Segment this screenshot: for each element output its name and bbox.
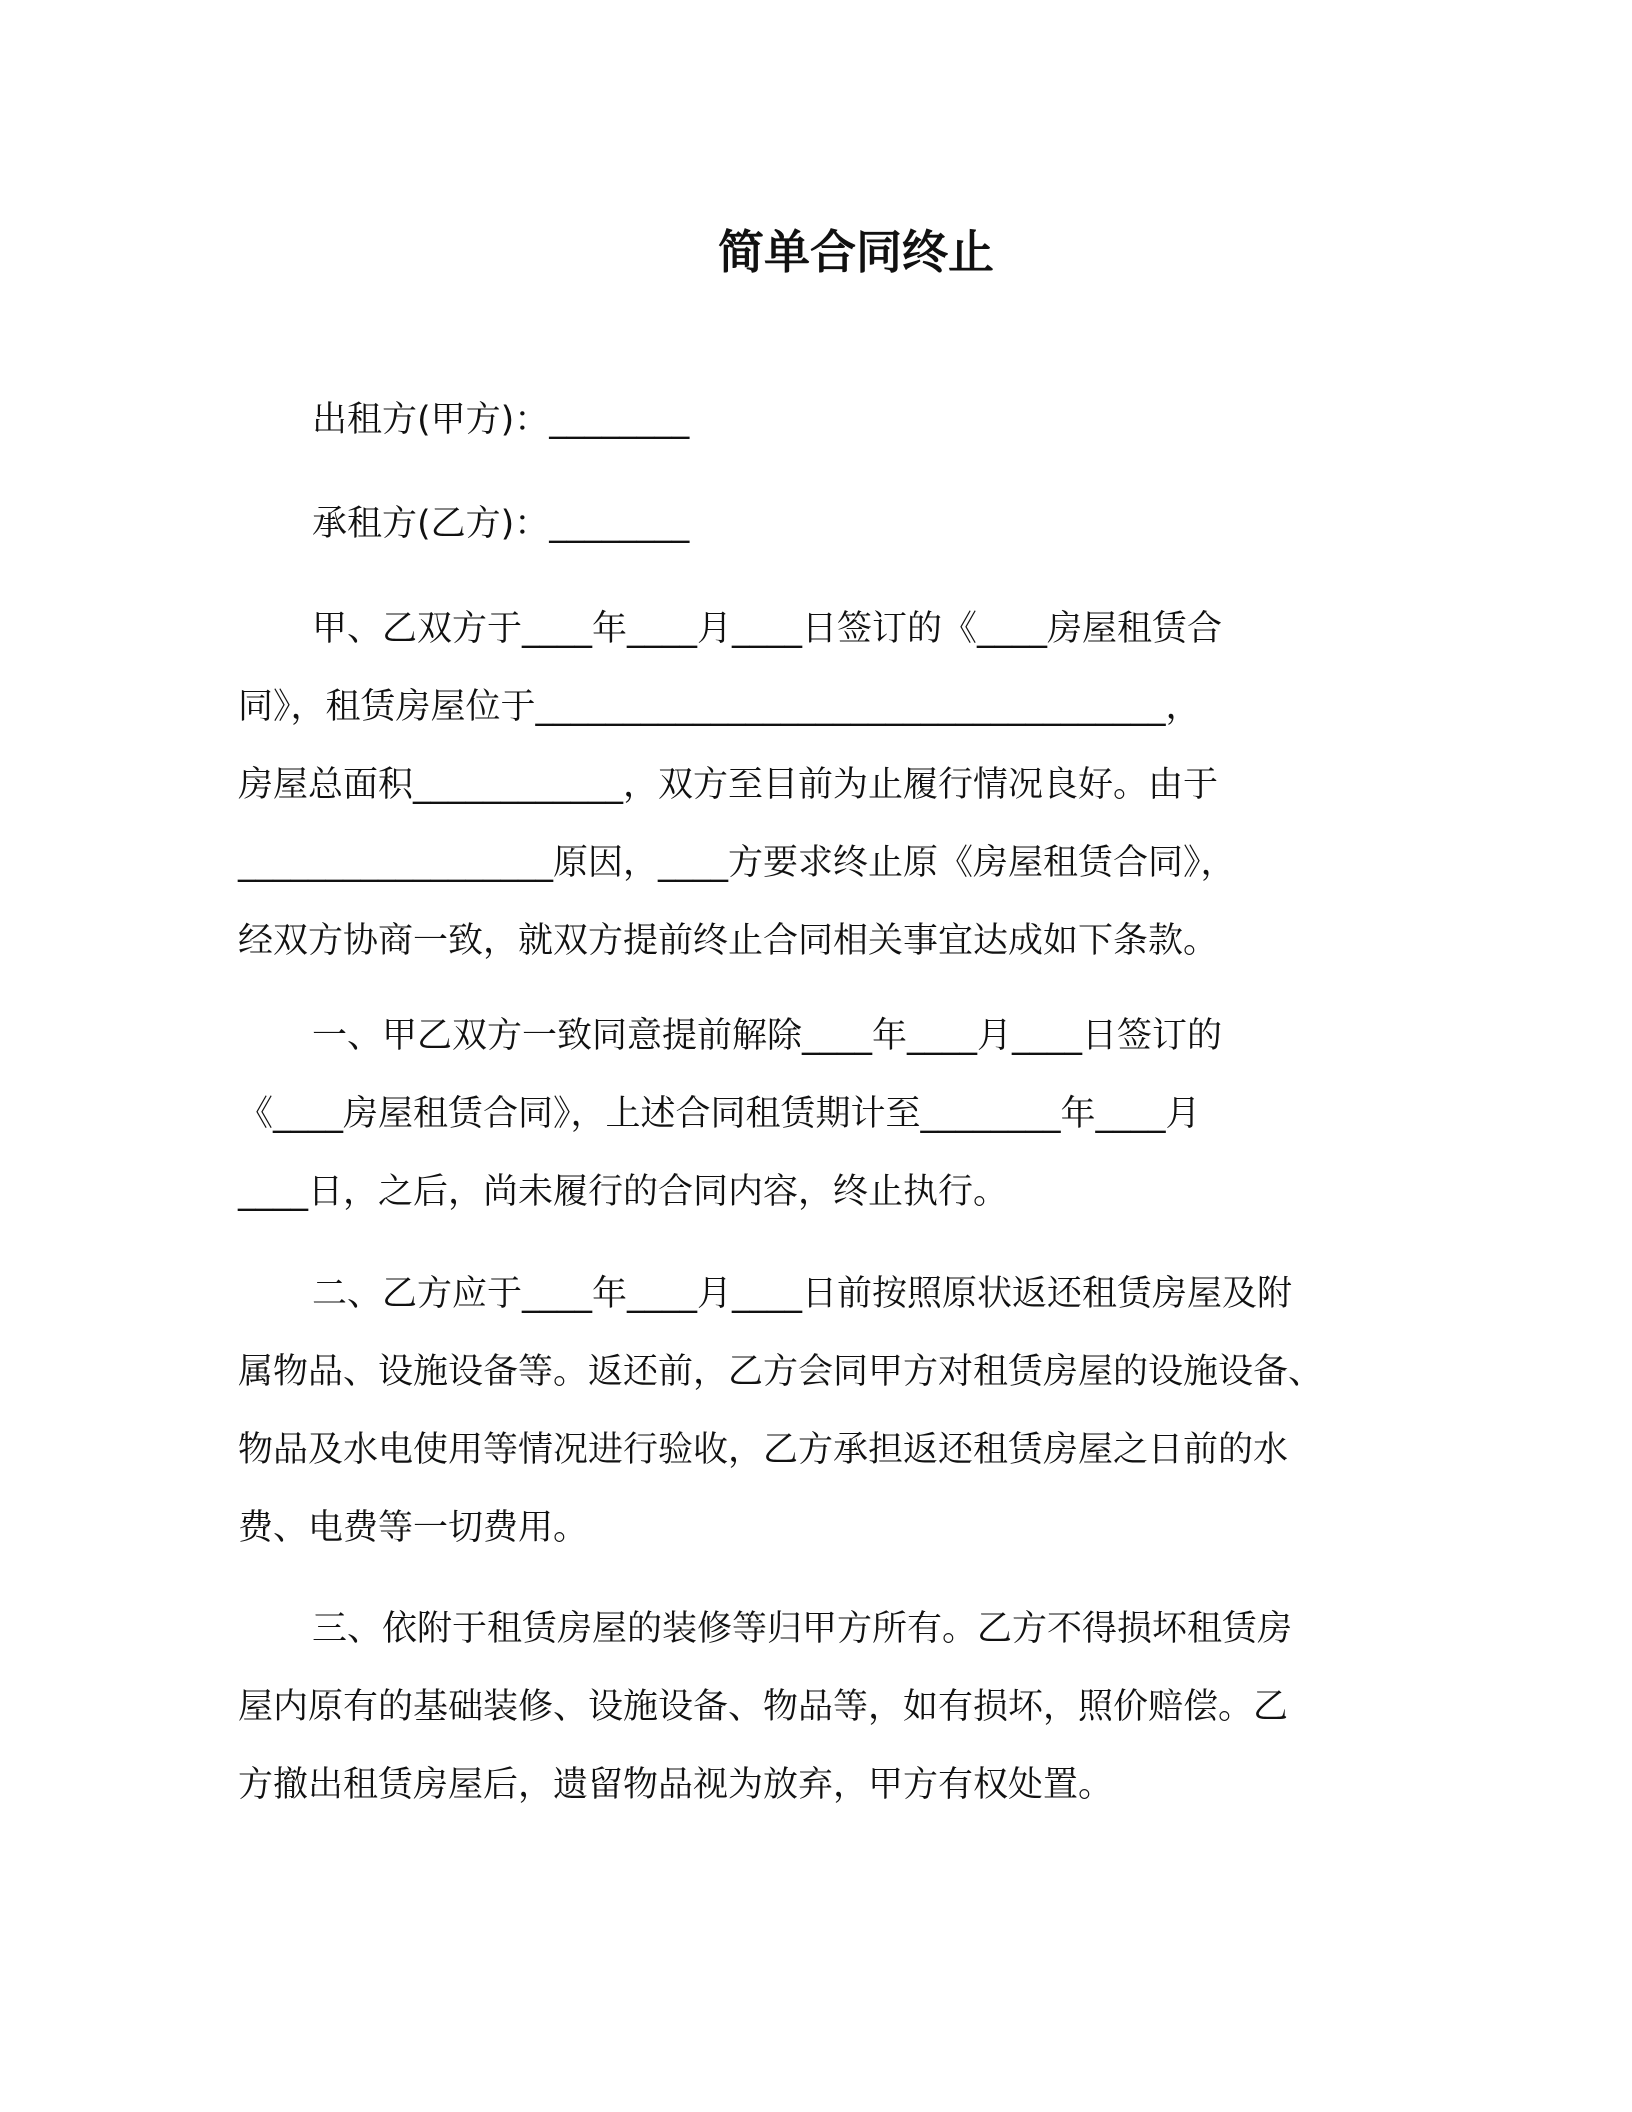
lessee-field: 承租方(乙方)：________	[312, 504, 690, 544]
paragraph-line: ____日，之后，尚未履行的合同内容，终止执行。	[238, 1172, 1009, 1212]
paragraph-line: 费、电费等一切费用。	[238, 1508, 589, 1548]
paragraph-line: 属物品、设施设备等。返还前，乙方会同甲方对租赁房屋的设施设备、	[238, 1352, 1324, 1392]
clause-2-paragraph	[238, 1255, 1438, 1567]
document-title: 简单合同终止	[718, 225, 994, 279]
clause-1-paragraph	[238, 997, 1438, 1231]
paragraph-line: 三、依附于租赁房屋的装修等归甲方所有。乙方不得损坏租赁房	[312, 1609, 1293, 1649]
paragraph-line: __________________原因，____方要求终止原《房屋租赁合同》，	[238, 843, 1236, 883]
paragraph-line: 屋内原有的基础装修、设施设备、物品等，如有损坏，照价赔偿。乙	[238, 1687, 1289, 1727]
paragraph-line: 房屋总面积____________，双方至目前为止履行情况良好。由于	[238, 765, 1219, 805]
clause-3-paragraph	[238, 1590, 1438, 1824]
intro-paragraph	[238, 590, 1438, 980]
paragraph-line: 一、甲乙双方一致同意提前解除____年____月____日签订的	[312, 1016, 1223, 1056]
paragraph-line: 同》，租赁房屋位于____________________________________，	[238, 687, 1201, 727]
paragraph-line: 二、乙方应于____年____月____日前按照原状返还租赁房屋及附	[312, 1274, 1293, 1314]
lessor-field: 出租方(甲方)：________	[312, 400, 690, 440]
paragraph-line: 甲、乙双方于____年____月____日签订的《____房屋租赁合	[312, 609, 1223, 649]
paragraph-line: 经双方协商一致，就双方提前终止合同相关事宜达成如下条款。	[238, 921, 1219, 961]
paragraph-line: 方撤出租赁房屋后，遗留物品视为放弃，甲方有权处置。	[238, 1765, 1114, 1805]
paragraph-line: 《____房屋租赁合同》，上述合同租赁期计至________年____月	[238, 1094, 1201, 1134]
paragraph-line: 物品及水电使用等情况进行验收，乙方承担返还租赁房屋之日前的水	[238, 1430, 1289, 1470]
